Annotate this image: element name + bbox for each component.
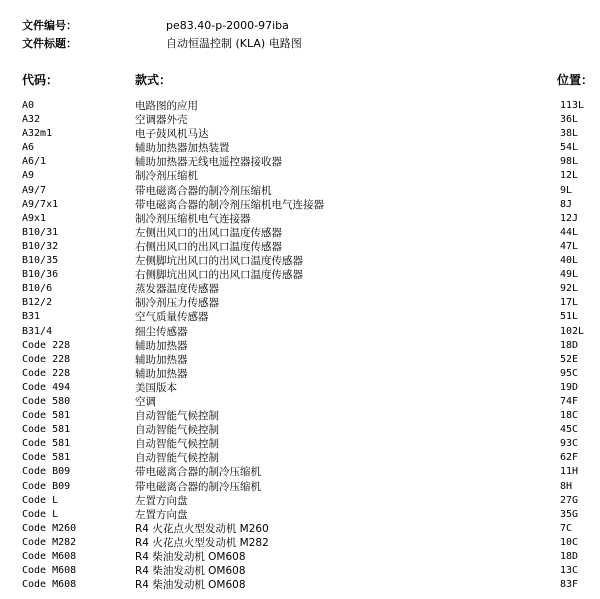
row-code: B31 (22, 311, 41, 323)
row-desc: R4 火花点火型发动机 M260 (135, 522, 269, 535)
row-code: A32m1 (22, 128, 53, 140)
table-row (0, 353, 600, 367)
row-desc: R4 火花点火型发动机 M282 (135, 536, 269, 549)
component-table (0, 99, 600, 592)
row-pos: 9L (560, 184, 573, 196)
row-code: A9/7x1 (22, 198, 59, 210)
row-pos: 27G (560, 494, 579, 506)
table-row (0, 99, 600, 113)
row-code: A9/7 (22, 184, 47, 196)
header-code: 代码： (22, 73, 59, 87)
row-pos: 93C (560, 438, 579, 450)
row-pos: 18D (560, 551, 579, 562)
row-code: Code 228 (22, 339, 71, 351)
table-row (0, 409, 600, 423)
row-code: Code M260 (22, 522, 77, 534)
row-pos: 12L (560, 170, 579, 182)
row-desc: 左置方向盘 (135, 494, 188, 507)
row-pos: 47L (560, 240, 579, 252)
row-desc: 左侧脚坑出风口的出风口温度传感器 (135, 255, 303, 268)
row-desc: 右侧出风口的出风口温度传感器 (135, 240, 282, 253)
table-row (0, 437, 600, 451)
row-code: Code M282 (22, 536, 77, 548)
row-pos: 18C (560, 410, 579, 422)
row-desc: 辅助加热器 (135, 339, 188, 352)
row-desc: 带电磁离合器的制冷压缩机 (135, 466, 261, 479)
row-code: Code 581 (22, 410, 71, 422)
table-row (0, 395, 600, 409)
row-desc: 带电磁离合器的制冷压缩机 (135, 480, 261, 493)
table-row (0, 296, 600, 310)
row-pos: 11H (560, 466, 579, 478)
row-pos: 62F (560, 452, 579, 464)
table-row (0, 282, 600, 296)
table-row (0, 113, 600, 127)
row-code: B10/31 (22, 226, 59, 238)
row-code: Code M608 (22, 565, 77, 577)
row-code: A9x1 (22, 212, 47, 224)
row-code: Code L (22, 494, 59, 506)
row-code: B10/6 (22, 283, 53, 295)
table-row (0, 494, 600, 508)
row-code: A9 (22, 170, 35, 182)
row-code: Code B09 (22, 466, 71, 478)
table-row (0, 381, 600, 395)
row-code: Code 581 (22, 424, 71, 436)
row-desc: 美国版本 (135, 381, 177, 394)
table-row (0, 550, 600, 564)
table-row (0, 423, 600, 437)
row-pos: 12J (560, 212, 579, 224)
row-code: Code M608 (22, 579, 77, 591)
row-code: B31/4 (22, 325, 53, 337)
row-pos: 8J (560, 198, 573, 210)
table-header (0, 72, 600, 88)
row-pos: 98L (560, 156, 579, 168)
row-code: Code L (22, 508, 59, 520)
row-desc: 电子鼓风机马达 (135, 128, 209, 141)
header-pos: 位置： (557, 73, 594, 87)
row-pos: 10C (560, 536, 579, 548)
row-desc: 制冷剂压力传感器 (135, 297, 219, 310)
row-pos: 113L (560, 100, 585, 111)
row-desc: 左侧出风口的出风口温度传感器 (135, 226, 282, 239)
table-row (0, 155, 600, 169)
table-row (0, 212, 600, 226)
row-desc: 空调器外壳 (135, 114, 188, 127)
table-row (0, 564, 600, 578)
row-desc: R4 柴油发动机 OM608 (135, 565, 246, 578)
doc-title-label: 文件标题： (22, 37, 77, 50)
row-desc: 右侧脚坑出风口的出风口温度传感器 (135, 269, 303, 282)
row-pos: 95C (560, 367, 579, 379)
table-row (0, 141, 600, 155)
doc-number-label: 文件编号： (22, 19, 77, 32)
table-row (0, 268, 600, 282)
row-pos: 44L (560, 226, 579, 238)
row-desc: 辅助加热器 (135, 353, 188, 366)
table-row (0, 226, 600, 240)
row-pos: 51L (560, 311, 579, 323)
row-code: B10/32 (22, 240, 59, 252)
table-row (0, 184, 600, 198)
header-desc: 款式： (135, 73, 172, 87)
row-code: Code 228 (22, 353, 71, 365)
table-row (0, 339, 600, 353)
table-row (0, 522, 600, 536)
row-pos: 8H (560, 480, 573, 492)
row-code: Code 580 (22, 395, 71, 407)
row-desc: 辅助加热器加热装置 (135, 142, 230, 155)
row-desc: 带电磁离合器的制冷剂压缩机 (135, 184, 272, 197)
row-code: Code B09 (22, 480, 71, 492)
row-pos: 54L (560, 142, 579, 154)
table-row (0, 536, 600, 550)
table-row (0, 325, 600, 339)
row-code: Code 581 (22, 452, 71, 464)
row-pos: 17L (560, 297, 579, 309)
table-row (0, 240, 600, 254)
table-row (0, 465, 600, 479)
row-code: Code M608 (22, 551, 77, 562)
row-pos: 83F (560, 579, 579, 591)
row-pos: 49L (560, 269, 579, 281)
doc-title-row (0, 37, 600, 51)
table-row (0, 127, 600, 141)
row-code: A6/1 (22, 156, 47, 168)
row-pos: 38L (560, 128, 579, 140)
row-pos: 40L (560, 255, 579, 267)
row-desc: 自动智能气候控制 (135, 410, 219, 423)
row-code: A32 (22, 114, 41, 126)
row-desc: 制冷剂压缩机电气连接器 (135, 212, 251, 225)
row-desc: 细尘传感器 (135, 325, 188, 338)
doc-number-row (0, 19, 600, 33)
row-desc: 辅助加热器 (135, 367, 188, 380)
row-desc: R4 柴油发动机 OM608 (135, 551, 246, 563)
row-pos: 13C (560, 565, 579, 577)
table-row (0, 578, 600, 592)
doc-title-value: 自动恒温控制 (KLA) 电路图 (166, 37, 302, 50)
row-desc: 辅助加热器无线电遥控器接收器 (135, 156, 282, 169)
row-desc: 制冷剂压缩机 (135, 170, 198, 183)
table-row (0, 480, 600, 494)
row-pos: 52E (560, 353, 579, 365)
row-code: B12/2 (22, 297, 53, 309)
row-code: Code 228 (22, 367, 71, 379)
row-pos: 18D (560, 339, 579, 351)
row-pos: 35G (560, 508, 579, 520)
row-desc: 带电磁离合器的制冷剂压缩机电气连接器 (135, 198, 324, 211)
row-pos: 92L (560, 283, 579, 295)
row-pos: 19D (560, 381, 579, 393)
table-row (0, 310, 600, 324)
table-row (0, 508, 600, 522)
row-desc: 自动智能气候控制 (135, 424, 219, 437)
table-row (0, 169, 600, 183)
table-row (0, 451, 600, 465)
table-row (0, 198, 600, 212)
row-code: B10/35 (22, 255, 59, 267)
row-code: A6 (22, 142, 35, 154)
row-desc: 自动智能气候控制 (135, 452, 219, 465)
row-pos: 45C (560, 424, 579, 436)
doc-number-value: pe83.40-p-2000-97iba (166, 19, 289, 32)
row-desc: 自动智能气候控制 (135, 438, 219, 451)
row-pos: 36L (560, 114, 579, 126)
row-desc: R4 柴油发动机 OM608 (135, 579, 246, 592)
row-pos: 102L (560, 325, 585, 337)
table-row (0, 367, 600, 381)
row-desc: 蒸发器温度传感器 (135, 283, 219, 296)
row-pos: 7C (560, 522, 573, 534)
row-desc: 空气质量传感器 (135, 311, 209, 324)
row-code: Code 581 (22, 438, 71, 450)
row-code: B10/36 (22, 269, 59, 281)
row-code: Code 494 (22, 381, 71, 393)
row-desc: 左置方向盘 (135, 508, 188, 521)
row-desc: 电路图的应用 (135, 100, 198, 112)
table-row (0, 254, 600, 268)
row-code: A0 (22, 100, 35, 111)
row-desc: 空调 (135, 395, 156, 408)
row-pos: 74F (560, 395, 579, 407)
